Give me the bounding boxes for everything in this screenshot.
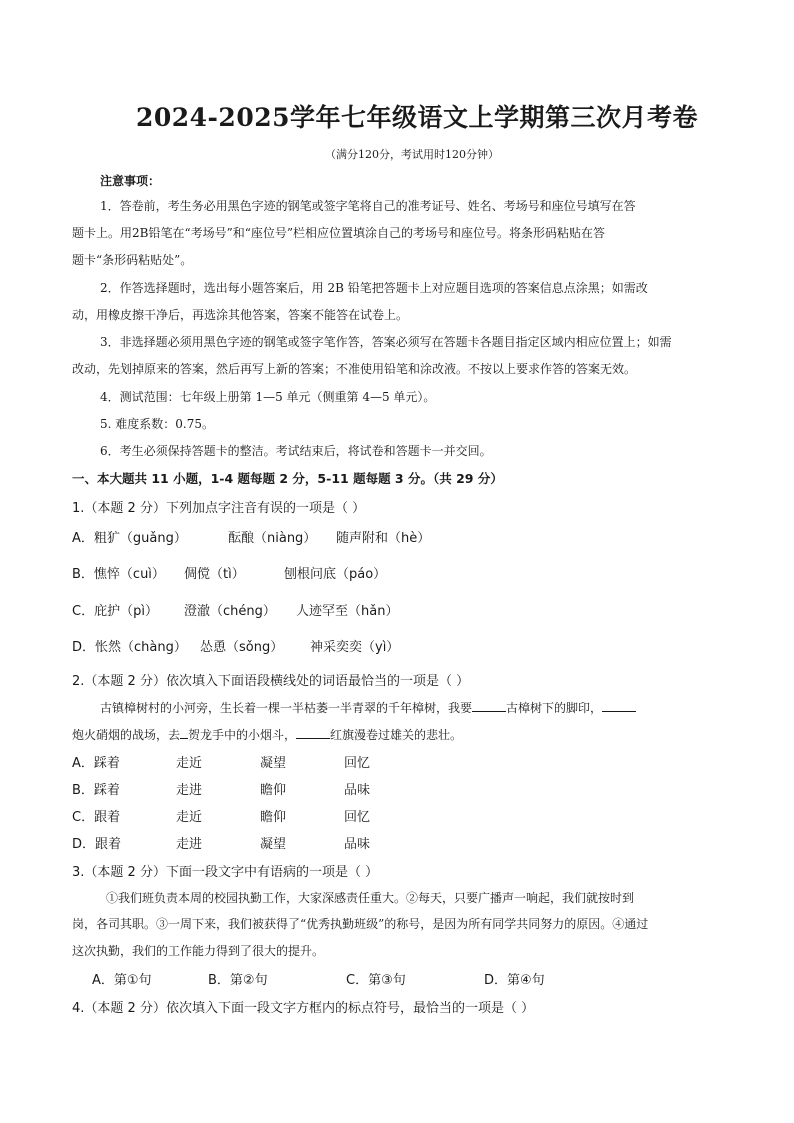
option-text: A．粗犷（guǎng） <box>72 531 187 546</box>
passage-text: 古镇樟树村的小河旁，生长着一棵一半枯萎一半青翠的千年樟树，我要 <box>100 701 473 715</box>
option-text: 回忆 <box>344 810 371 825</box>
option-text: 走近 <box>176 810 203 825</box>
section-heading: 一、本大题共 11 小题，1-4 题每题 2 分，5-11 题每题 3 分。（共 29 分） <box>72 471 503 486</box>
option-text: 回忆 <box>344 756 371 771</box>
option-text: 凝望 <box>260 756 287 771</box>
option-text: A．踩着 <box>72 756 120 771</box>
option-text: D．第④句 <box>484 973 545 988</box>
option-text: D．跟着 <box>72 837 122 852</box>
option-text: 怂恿（sǒng） <box>200 640 284 655</box>
q2-passage-line2 <box>72 726 462 743</box>
option-text: B．踩着 <box>72 783 120 798</box>
passage-text: 炮火硝烟的战场，去 <box>72 728 181 742</box>
q3-passage-line: 岗，各司其职。③一周下来，我们被获得了“优秀执勤班级”的称号，是因为所有同学共同努力的原因。④通过 <box>72 917 649 931</box>
option-text: 神采奕奕（yì） <box>310 640 400 655</box>
q3-passage-line: 这次执勤，我们的工作能力得到了很大的提升。 <box>72 944 325 958</box>
option-text: 澄澈（chéng） <box>184 604 276 619</box>
notice-line: 题卡上。用2B铅笔在“考场号”和“座位号”栏相应位置填涂自己的考场号和座位号。将条形码粘贴在答 <box>72 226 605 240</box>
passage-text: 红旗漫卷过雄关的悲壮。 <box>330 728 463 742</box>
option-text: 凝望 <box>260 837 287 852</box>
notice-line: 1．答卷前，考生务必用黑色字迹的钢笔或签字笔将自己的准考证号、姓名、考场号和座位号填写在答 <box>100 199 636 213</box>
option-text: 倜傥（tì） <box>184 567 245 582</box>
option-text: 品味 <box>344 837 371 852</box>
fill-blank <box>602 700 636 712</box>
q2-passage-line1 <box>100 699 636 716</box>
fill-blank <box>472 700 506 712</box>
passage-text: 贺龙手中的小烟斗， <box>188 728 297 742</box>
option-text: D．怅然（chàng） <box>72 640 187 655</box>
question-stem: 3.（本题 2 分）下面一段文字中有语病的一项是（ ） <box>72 865 379 880</box>
q3-passage-line: ①我们班负责本周的校园执勤工作，大家深感责任重大。②每天，只要广播声一响起，我们就按时到 <box>106 891 635 905</box>
option-text: A．第①句 <box>92 973 152 988</box>
notice-line: 题卡“条形码粘贴处”。 <box>72 253 193 267</box>
option-text: B．第②句 <box>208 973 268 988</box>
option-text: 随声附和（hè） <box>336 531 431 546</box>
option-text: B．憔悴（cuì） <box>72 567 165 582</box>
option-text: 人迹罕至（hǎn） <box>296 604 399 619</box>
page-subtitle: （满分120分，考试用时120分钟） <box>325 148 499 161</box>
notice-line: 6．考生必须保持答题卡的整洁。考试结束后，将试卷和答题卡一并交回。 <box>100 444 492 458</box>
option-text: 瞻仰 <box>260 810 287 825</box>
question-stem: 2.（本题 2 分）依次填入下面语段横线处的词语最恰当的一项是（ ） <box>72 674 470 689</box>
fill-blank <box>296 727 330 739</box>
notice-line: 2．作答选择题时，选出每小题答案后，用 2B 铅笔把答题卡上对应题目选项的答案信息点涂黑；如需改 <box>100 281 648 295</box>
option-text: 品味 <box>344 783 371 798</box>
question-stem: 4.（本题 2 分）依次填入下面一段文字方框内的标点符号，最恰当的一项是（ ） <box>72 1001 535 1016</box>
notice-line: 4．测试范围：七年级上册第 1—5 单元（侧重第 4—5 单元）。 <box>100 390 436 404</box>
notice-line: 5. 难度系数：0.75。 <box>100 417 214 431</box>
notice-heading: 注意事项： <box>100 174 161 188</box>
question-stem: 1.（本题 2 分）下列加点字注音有误的一项是（ ） <box>72 501 366 516</box>
option-text: C．第③句 <box>346 973 406 988</box>
page-title: 2024-2025学年七年级语文上学期第三次月考卷 <box>135 103 699 132</box>
option-text: C．庇护（pì） <box>72 604 158 619</box>
option-text: 走近 <box>176 756 203 771</box>
option-text: 走进 <box>176 783 203 798</box>
option-text: 酝酿（niàng） <box>228 531 317 546</box>
option-text: C．跟着 <box>72 810 121 825</box>
option-text: 走进 <box>176 837 203 852</box>
option-text: 瞻仰 <box>260 783 287 798</box>
notice-line: 改动，先划掉原来的答案，然后再写上新的答案；不准使用铅笔和涂改液。不按以上要求作答的答案无效。 <box>72 362 637 376</box>
fill-blank <box>180 727 188 739</box>
notice-line: 动，用橡皮擦干净后，再选涂其他答案，答案不能答在试卷上。 <box>72 308 409 322</box>
option-text: 刨根问底（páo） <box>284 567 387 582</box>
notice-line: 3．非选择题必须用黑色字迹的钢笔或签字笔作答，答案必须写在答题卡各题目指定区域内相应位置上；如需 <box>100 335 672 349</box>
passage-text: 古樟树下的脚印， <box>506 701 603 715</box>
